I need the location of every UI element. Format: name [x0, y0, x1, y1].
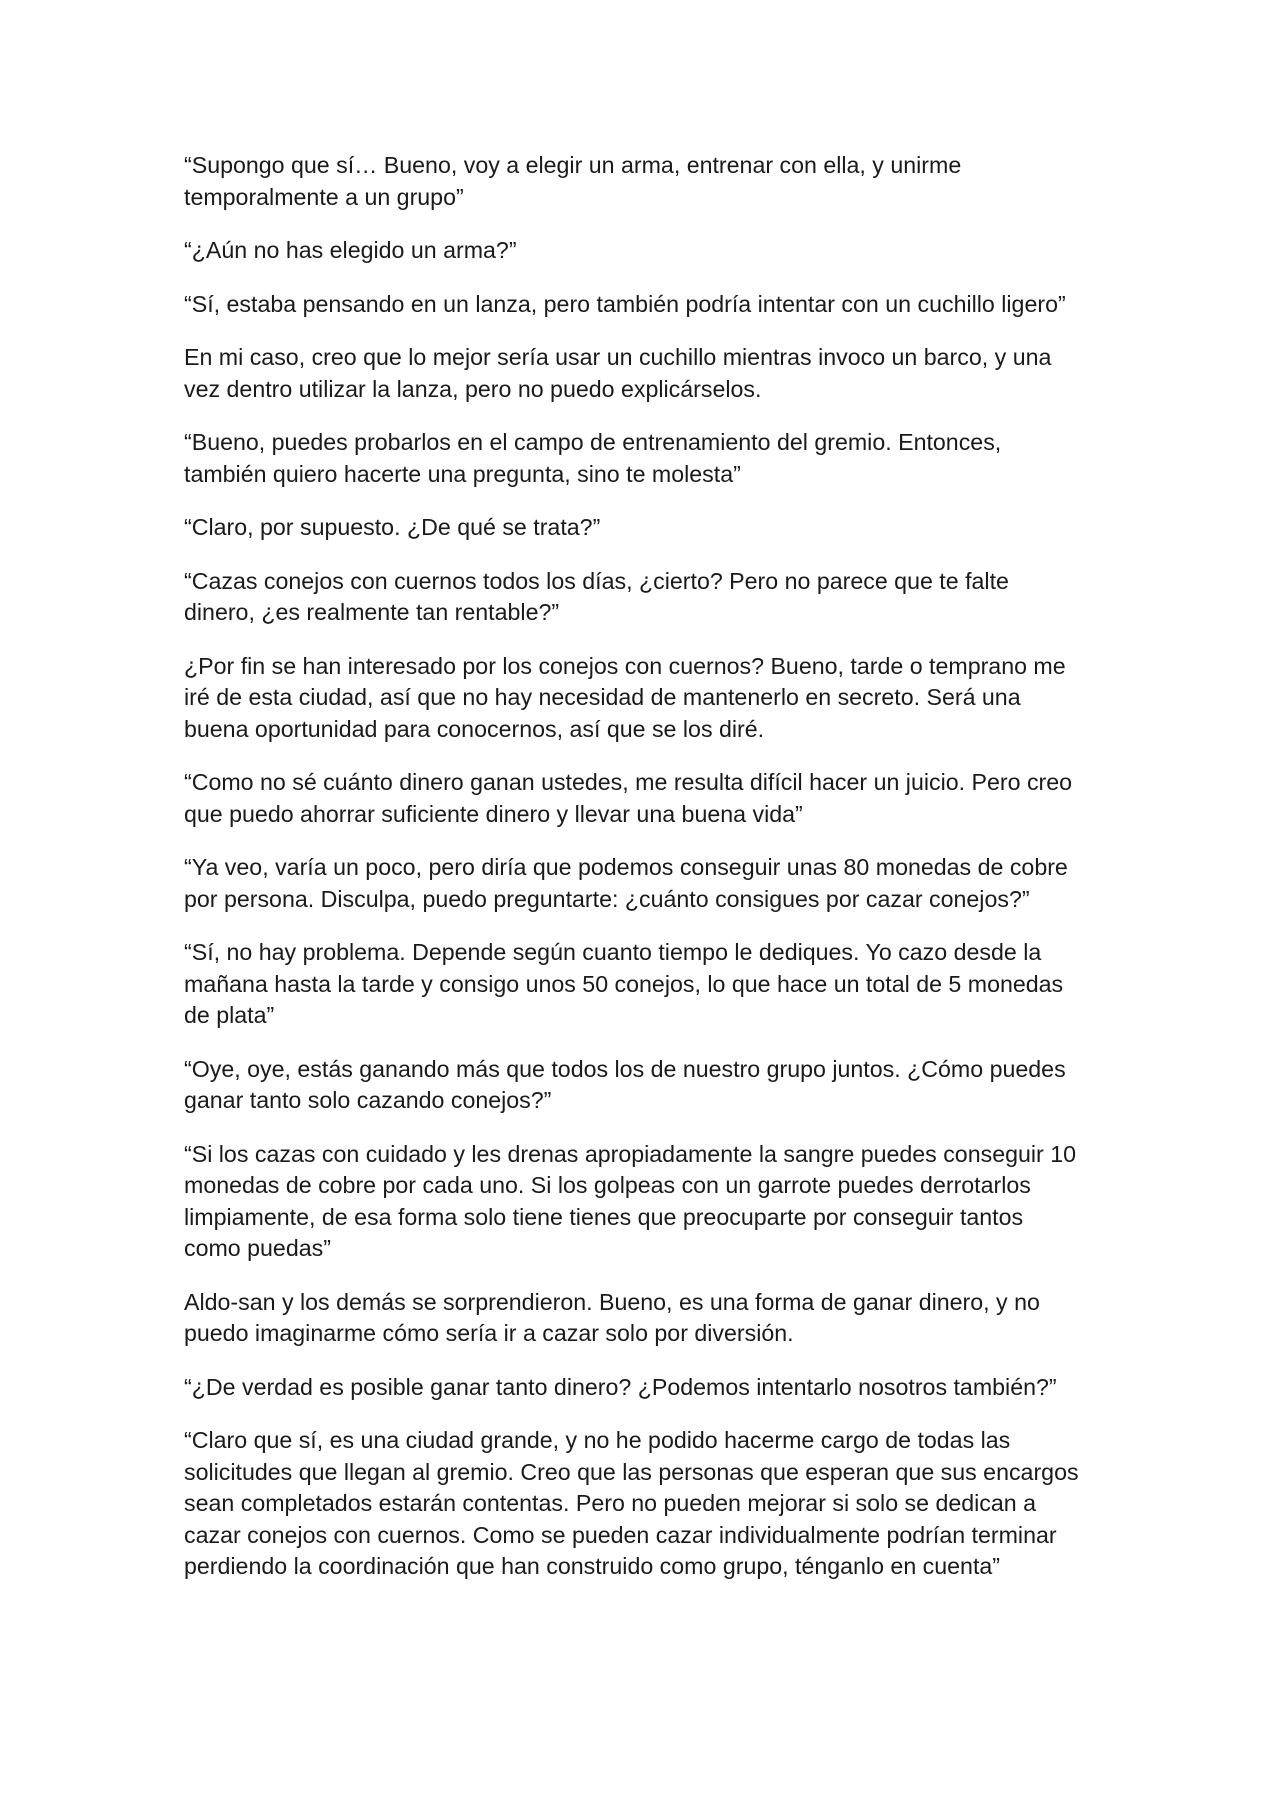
text-line: “Cazas conejos con cuernos todos los días, ¿cierto? Pero no parece que te falte: [184, 567, 1009, 594]
text-line: como puedas”: [184, 1235, 331, 1261]
text-line: “Bueno, puedes probarlos en el campo de entrenamiento del gremio. Entonces,: [184, 429, 1002, 455]
text-line: sean completados estarán contentas. Pero no pueden mejorar si solo se dedican a: [184, 1490, 1037, 1516]
paragraph-2: [184, 235, 1114, 267]
paragraph-15: [184, 1372, 1114, 1404]
text-line: también quiero hacerte una pregunta, sino te molesta”: [184, 460, 741, 487]
paragraph-9: [184, 767, 1114, 830]
paragraph-10: [184, 852, 1114, 915]
text-line: “¿Aún no has elegido un arma?”: [184, 237, 517, 263]
text-line: Aldo-san y los demás se sorprendieron. Bueno, es una forma de ganar dinero, y no: [184, 1288, 1040, 1315]
paragraph-6: [184, 512, 1114, 544]
text-line: ganar tanto solo cazando conejos?”: [184, 1087, 552, 1113]
document-body: [184, 150, 1114, 1605]
text-line: “Supongo que sí… Bueno, voy a elegir un arma, entrenar con ella, y unirme: [184, 152, 962, 178]
text-line: puedo imaginarme cómo sería ir a cazar solo por diversión.: [184, 1320, 794, 1346]
text-line: limpiamente, de esa forma solo tiene tienes que preocuparte por conseguir tantos: [184, 1203, 1024, 1230]
text-line: “Sí, estaba pensando en un lanza, pero también podría intentar con un cuchillo ligero”: [184, 290, 1066, 317]
text-line: “Claro, por supuesto. ¿De qué se trata?”: [184, 514, 601, 540]
text-line: buena oportunidad para conocernos, así que se los diré.: [184, 715, 765, 742]
paragraph-1: [184, 150, 1114, 213]
text-line: iré de esta ciudad, así que no hay necesidad de mantenerlo en secreto. Será una: [184, 684, 1021, 710]
paragraph-8: [184, 651, 1114, 746]
text-line: monedas de cobre por cada uno. Si los golpeas con un garrote puedes derrotarlos: [184, 1172, 1031, 1198]
text-line: de plata”: [184, 1002, 275, 1028]
text-line: “Como no sé cuánto dinero ganan ustedes, me resulta difícil hacer un juicio. Pero creo: [184, 769, 1073, 795]
text-line: perdiendo la coordinación que han construido como grupo, ténganlo en cuenta”: [184, 1553, 1001, 1579]
paragraph-3: [184, 289, 1114, 321]
text-line: “¿De verdad es posible ganar tanto dinero? ¿Podemos intentarlo nosotros también?”: [184, 1373, 1057, 1400]
text-line: temporalmente a un grupo”: [184, 183, 464, 210]
text-line: “Oye, oye, estás ganando más que todos los de nuestro grupo juntos. ¿Cómo puedes: [184, 1055, 1066, 1082]
paragraph-7: [184, 566, 1114, 629]
text-line: por persona. Disculpa, puedo preguntarte: ¿cuánto consigues por cazar conejos?”: [184, 885, 1030, 912]
paragraph-14: [184, 1287, 1114, 1350]
text-line: mañana hasta la tarde y consigo unos 50 conejos, lo que hace un total de 5 monedas: [184, 970, 1064, 997]
paragraph-12: [184, 1054, 1114, 1117]
paragraph-13: [184, 1139, 1114, 1265]
text-line: “Si los cazas con cuidado y les drenas apropiadamente la sangre puedes conseguir 10: [184, 1140, 1076, 1167]
paragraph-11: [184, 937, 1114, 1032]
paragraph-4: [184, 342, 1114, 405]
paragraph-16: [184, 1425, 1114, 1583]
text-line: solicitudes que llegan al gremio. Creo que las personas que esperan que sus encargos: [184, 1458, 1079, 1485]
text-line: “Ya veo, varía un poco, pero diría que podemos conseguir unas 80 monedas de cobre: [184, 854, 1068, 880]
text-line: cazar conejos con cuernos. Como se pueden cazar individualmente podrían terminar: [184, 1521, 1057, 1548]
text-line: En mi caso, creo que lo mejor sería usar un cuchillo mientras invoco un barco, y una: [184, 344, 1052, 370]
text-line: “Sí, no hay problema. Depende según cuanto tiempo le dediques. Yo cazo desde la: [184, 939, 1042, 965]
text-line: ¿Por fin se han interesado por los conejos con cuernos? Bueno, tarde o temprano me: [184, 652, 1066, 679]
text-line: dinero, ¿es realmente tan rentable?”: [184, 599, 560, 625]
paragraph-5: [184, 427, 1114, 490]
text-line: “Claro que sí, es una ciudad grande, y no he podido hacerme cargo de todas las: [184, 1427, 1011, 1453]
text-line: vez dentro utilizar la lanza, pero no puedo explicárselos.: [184, 375, 762, 402]
text-line: que puedo ahorrar suficiente dinero y llevar una buena vida”: [184, 800, 803, 827]
